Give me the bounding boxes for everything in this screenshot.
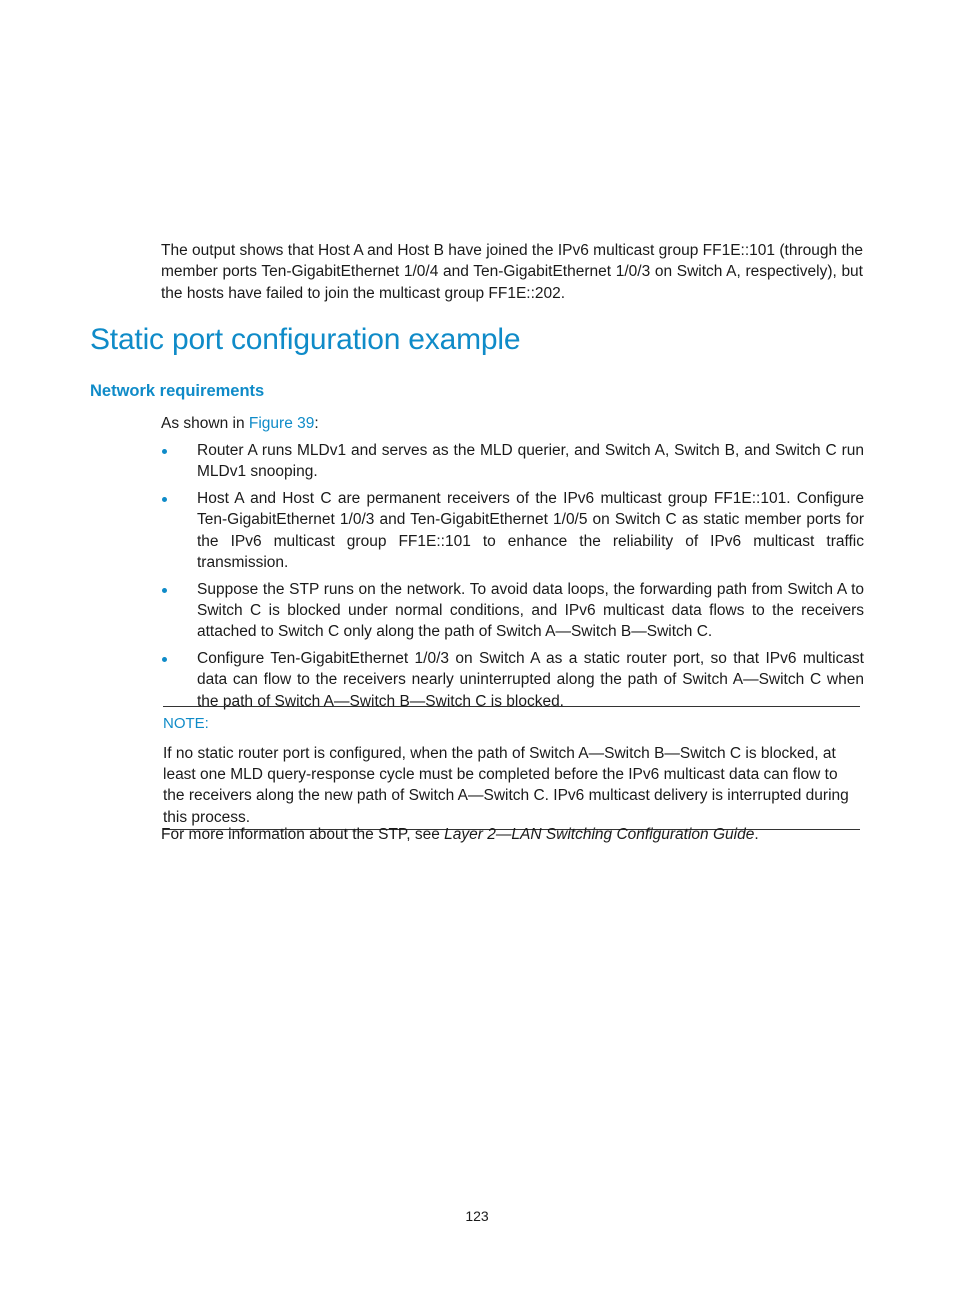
subsection-title: Network requirements [90,382,265,400]
list-item [161,648,864,712]
list-item-text: Suppose the STP runs on the network. To avoid data loops, the forwarding path from Switch A to Switch C is blocked under normal conditions, and IPv6 multicast data flows to the receivers attached to Switch C only along the path of Switch A—Switch B—Switch C. [197,580,864,641]
list-item-text: Host A and Host C are permanent receivers of the IPv6 multicast group FF1E::101. Configure Ten-GigabitEthernet 1/0/3 and Ten-GigabitEthernet 1/0/5 on Switch C as static member ports for the IPv6 multicast group FF1E::101 to enhance the reliability of IPv6 multicast traffic transmission. [197,490,864,571]
note-box [163,706,860,830]
section-title: Static port configuration example [90,323,521,356]
note-text: If no static router port is configured, when the path of Switch A—Switch B—Switch C is blocked, at least one MLD query-response cycle must be completed before the IPv6 multicast data can flow to the receivers along the new path of Switch A—Switch C. IPv6 multicast delivery is interrupted during this process. [163,745,849,826]
as-shown-suffix: : [314,415,319,432]
requirements-list [161,440,864,718]
as-shown-prefix: As shown in [161,415,249,432]
bullet-icon [162,657,167,662]
more-info-suffix: . [754,826,759,843]
bullet-icon [162,588,167,593]
page-number: 123 [465,1208,489,1224]
guide-title: Layer 2—LAN Switching Configuration Guide [444,826,755,843]
list-item-text: Configure Ten-GigabitEthernet 1/0/3 on Switch A as a static router port, so that IPv6 multicast data can flow to the receivers nearly uninterrupted along the path of Switch A—Switch C when the path of Switch A—Switch B—Switch C is blocked. [197,650,864,710]
list-item [161,488,864,573]
more-info-prefix: For more information about the STP, see [161,826,445,843]
intro-paragraph: The output shows that Host A and Host B have joined the IPv6 multicast group FF1E::101 (through the member ports Ten-GigabitEthernet 1/0/4 and Ten-GigabitEthernet 1/0/3 on Switch A, respectively), but the hosts have failed to join the multicast group FF1E::202. [161,242,863,302]
list-item-text: Router A runs MLDv1 and serves as the MLD querier, and Switch A, Switch B, and Switch C run MLDv1 snooping. [197,442,864,481]
bullet-icon [162,449,167,454]
as-shown-line [161,413,863,434]
list-item [161,579,864,643]
note-label: NOTE: [163,715,209,732]
figure-link[interactable]: Figure 39 [248,415,315,432]
more-info-line [161,824,863,845]
list-item [161,440,864,483]
bullet-icon [162,497,167,502]
